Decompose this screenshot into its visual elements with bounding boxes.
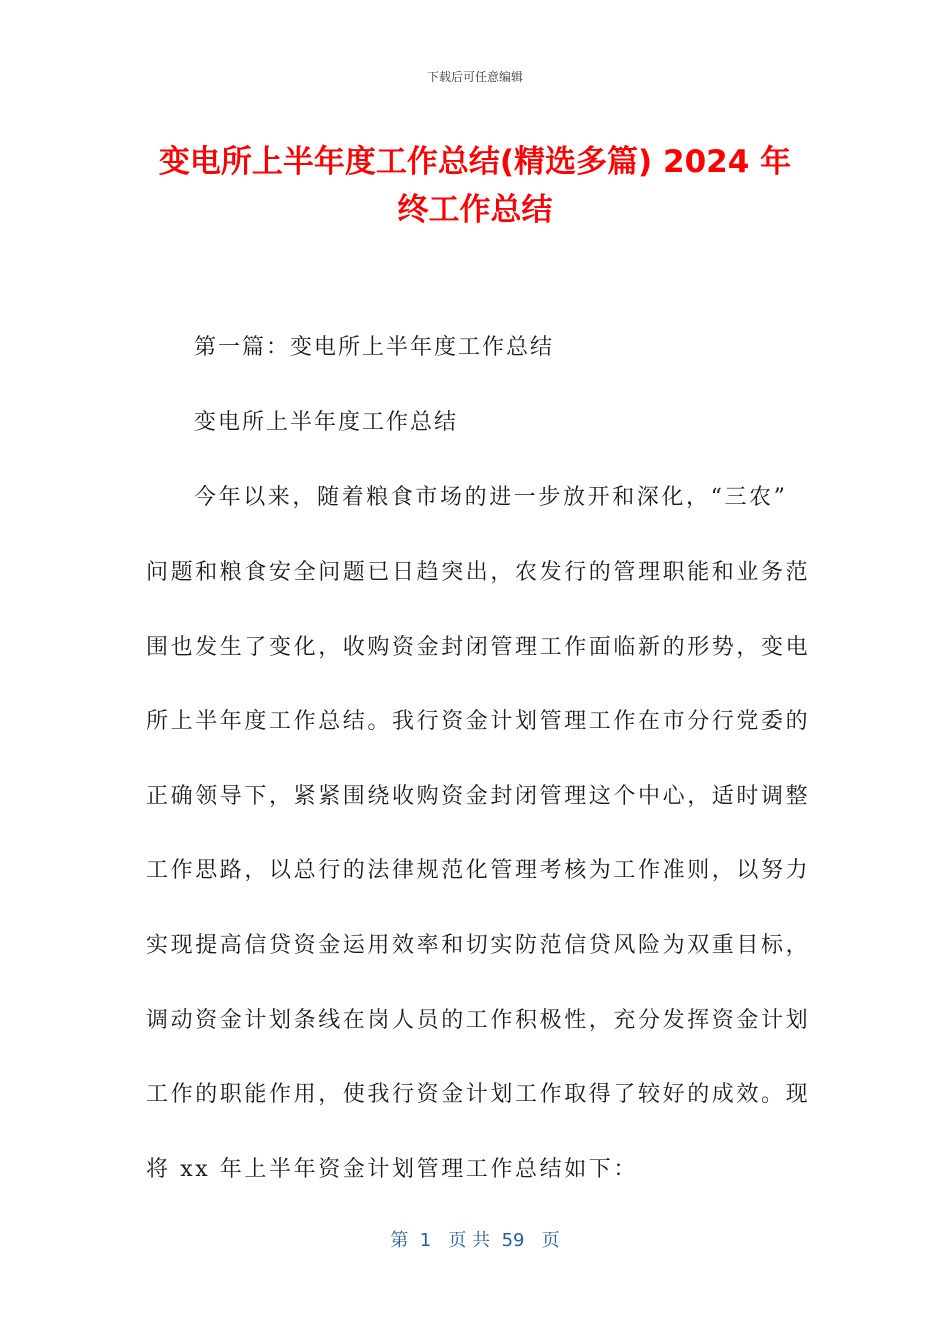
- section-heading: 第一篇：变电所上半年度工作总结: [194, 335, 555, 360]
- body-line: 问题和粮食安全问题已日趋突出，农发行的管理职能和业务范: [146, 560, 811, 585]
- header-note: 下载后可任意编辑: [426, 70, 523, 84]
- body-line: 将 xx 年上半年资金计划管理工作总结如下：: [146, 1157, 639, 1182]
- subheading: 变电所上半年度工作总结: [194, 410, 459, 435]
- title-line-2: 终工作总结: [397, 192, 553, 228]
- title-line-1: 变电所上半年度工作总结(精选多篇) 2024 年: [158, 144, 792, 180]
- body-line: 调动资金计划条线在岗人员的工作积极性，充分发挥资金计划: [146, 1008, 811, 1033]
- body-line: 工作的职能作用，使我行资金计划工作取得了较好的成效。现: [146, 1082, 811, 1107]
- page-number-footer: 第 1 页 共 59 页: [390, 1230, 560, 1251]
- document-title: [110, 138, 840, 234]
- body-line: 今年以来，随着粮食市场的进一步放开和深化，“三农”: [194, 485, 788, 510]
- body-line: 实现提高信贷资金运用效率和切实防范信贷风险为双重目标，: [146, 933, 811, 958]
- body-line: 所上半年度工作总结。我行资金计划管理工作在市分行党委的: [146, 709, 811, 734]
- body-line: 正确领导下，紧紧围绕收购资金封闭管理这个中心，适时调整: [146, 784, 811, 809]
- body-line: 围也发生了变化，收购资金封闭管理工作面临新的形势，变电: [146, 635, 811, 660]
- body-line: 工作思路，以总行的法律规范化管理考核为工作准则，以努力: [146, 858, 811, 883]
